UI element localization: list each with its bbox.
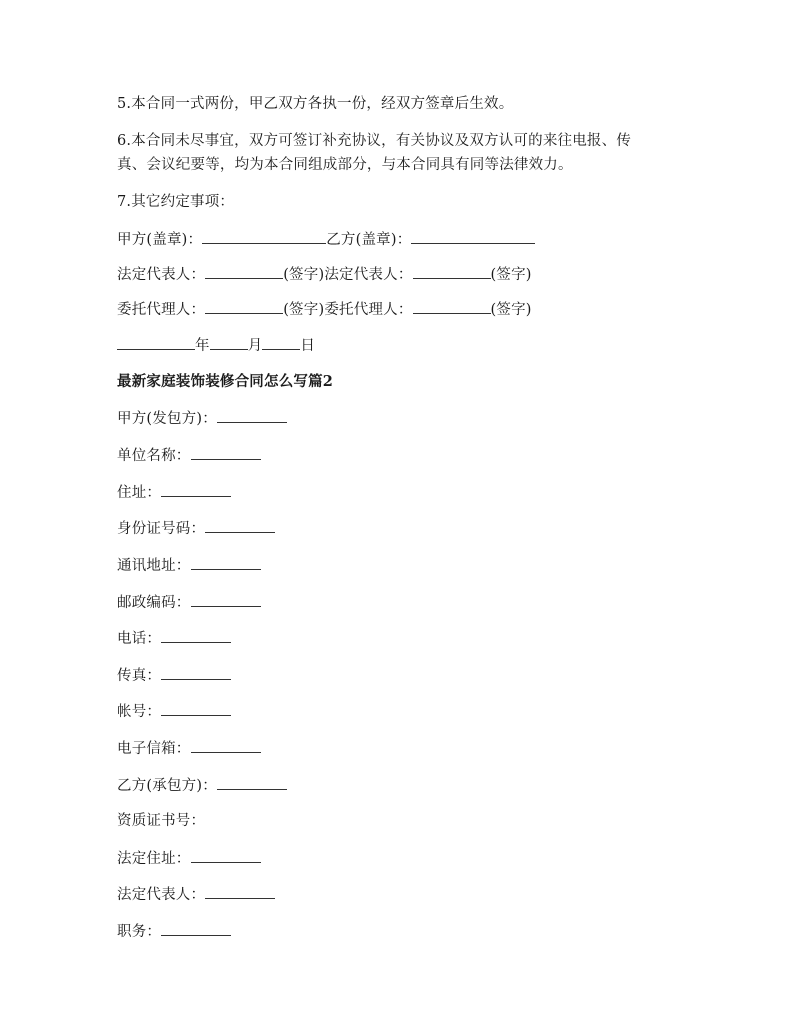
- mail-address-label: 通讯地址：: [117, 558, 191, 574]
- legal-rep-label: 法定代表人：: [117, 887, 206, 903]
- legal-rep-row: [117, 264, 532, 285]
- phone-label: 电话：: [117, 631, 162, 647]
- party-a-blank: [217, 408, 287, 423]
- fax-blank: [161, 665, 231, 680]
- field-phone: [117, 628, 231, 649]
- legal-rep-a-blank: [205, 264, 283, 279]
- legal-rep-a-sign-note: (签字): [283, 267, 325, 283]
- date-row: [117, 335, 315, 356]
- party-a-label: 甲方(发包方)：: [117, 411, 217, 427]
- year-blank: [117, 335, 195, 350]
- field-mail-address: [117, 555, 261, 576]
- field-legal-rep: [117, 884, 275, 905]
- field-postal-code: [117, 592, 261, 613]
- agent-row: [117, 299, 532, 320]
- clause-7: 7.其它约定事项：: [117, 194, 235, 210]
- legal-rep-b-blank: [413, 264, 491, 279]
- party-b-seal-blank: [411, 229, 535, 244]
- field-account: [117, 701, 231, 722]
- legal-address-label: 法定住址：: [117, 851, 191, 867]
- fax-label: 传真：: [117, 668, 162, 684]
- field-qualification: [117, 811, 205, 831]
- party-a-seal-label: 甲方(盖章)：: [117, 232, 203, 248]
- postal-code-label: 邮政编码：: [117, 595, 191, 611]
- section-heading: 最新家庭装饰装修合同怎么写篇2: [117, 373, 334, 390]
- id-number-label: 身份证号码：: [117, 521, 206, 537]
- party-b-blank: [217, 775, 287, 790]
- unit-name-blank: [191, 445, 261, 460]
- clause-6-line2: 真、会议纪要等，均为本合同组成部分，与本合同具有同等法律效力。: [117, 157, 573, 173]
- mail-address-blank: [191, 555, 261, 570]
- qualification-label: 资质证书号：: [117, 813, 206, 829]
- signature-seal-row: [117, 229, 535, 250]
- field-legal-address: [117, 848, 261, 869]
- clause-6-line1: 6.本合同未尽事宜，双方可签订补充协议，有关协议及双方认可的来往电报、传: [117, 133, 632, 149]
- month-blank: [210, 335, 248, 350]
- legal-rep-a-label: 法定代表人：: [117, 267, 206, 283]
- field-unit-name: [117, 445, 261, 466]
- field-party-b: [117, 775, 287, 796]
- agent-a-label: 委托代理人：: [117, 302, 206, 318]
- position-label: 职务：: [117, 924, 162, 940]
- agent-a-sign-note: (签字): [283, 302, 325, 318]
- agent-b-sign-note: (签字): [490, 302, 532, 318]
- phone-blank: [161, 628, 231, 643]
- year-label: 年: [195, 338, 210, 354]
- account-blank: [161, 701, 231, 716]
- day-label: 日: [300, 338, 316, 354]
- agent-b-label: 委托代理人：: [324, 302, 413, 318]
- legal-rep-b-label: 法定代表人：: [324, 267, 413, 283]
- id-number-blank: [205, 518, 275, 533]
- field-address: [117, 482, 231, 503]
- unit-name-label: 单位名称：: [117, 448, 191, 464]
- field-id-number: [117, 518, 275, 539]
- address-label: 住址：: [117, 485, 162, 501]
- legal-address-blank: [191, 848, 261, 863]
- field-party-a: [117, 408, 287, 429]
- field-email: [117, 738, 261, 759]
- field-position: [117, 921, 231, 942]
- month-label: 月: [247, 338, 263, 354]
- legal-rep-blank: [205, 884, 275, 899]
- account-label: 帐号：: [117, 704, 162, 720]
- email-label: 电子信箱：: [117, 741, 191, 757]
- position-blank: [161, 921, 231, 936]
- clause-5: 5.本合同一式两份，甲乙双方各执一份，经双方签章后生效。: [117, 96, 514, 112]
- day-blank: [262, 335, 300, 350]
- party-b-seal-label: 乙方(盖章)：: [326, 232, 412, 248]
- postal-code-blank: [191, 592, 261, 607]
- party-a-seal-blank: [202, 229, 326, 244]
- agent-b-blank: [413, 299, 491, 314]
- legal-rep-b-sign-note: (签字): [490, 267, 532, 283]
- email-blank: [191, 738, 261, 753]
- agent-a-blank: [205, 299, 283, 314]
- document-page: [117, 0, 677, 1030]
- party-b-label: 乙方(承包方)：: [117, 778, 217, 794]
- address-blank: [161, 482, 231, 497]
- field-fax: [117, 665, 231, 686]
